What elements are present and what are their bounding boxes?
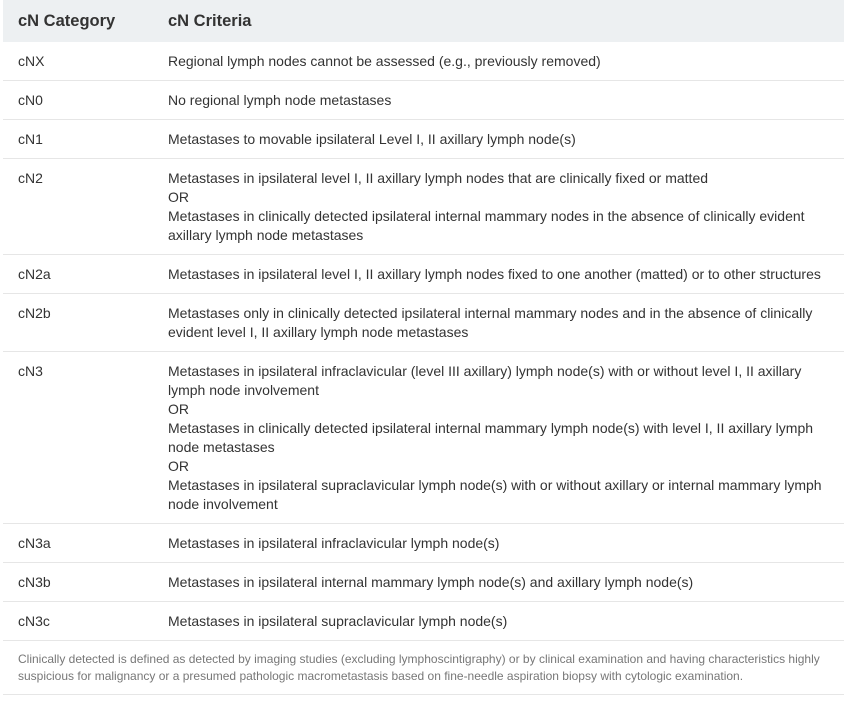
cn-category-cell: cNX (3, 42, 153, 81)
table-row (3, 120, 844, 159)
cn-criteria-cell (153, 352, 844, 524)
criteria-line: Metastases in ipsilateral supraclavicular lymph node(s) (168, 613, 508, 629)
cn-criteria-cell (153, 602, 844, 641)
cn-category-cell: cN3c (3, 602, 153, 641)
cn-criteria-cell (153, 524, 844, 563)
cn-criteria-cell (153, 255, 844, 294)
table-row (3, 294, 844, 352)
header-row (3, 0, 844, 42)
criteria-line: Metastases in ipsilateral infraclavicular (level III axillary) lymph node(s) with or without level I, II axillary lymph node involvement (168, 363, 802, 398)
cn-criteria-cell (153, 81, 844, 120)
table-row (3, 255, 844, 294)
table-row (3, 159, 844, 255)
table-row (3, 563, 844, 602)
criteria-line: Metastases only in clinically detected ipsilateral internal mammary nodes and in the absence of clinically evident level I, II axillary lymph node metastases (168, 305, 813, 340)
table-row (3, 42, 844, 81)
criteria-line: Metastases in ipsilateral internal mammary lymph node(s) and axillary lymph node(s) (168, 574, 694, 590)
cn-criteria-cell (153, 120, 844, 159)
table-row (3, 602, 844, 641)
criteria-line: Metastases in ipsilateral level I, II axillary lymph nodes that are clinically fixed or matted (168, 170, 709, 186)
table-body (3, 42, 844, 695)
table-row (3, 352, 844, 524)
cn-classification-table-container (3, 0, 844, 695)
criteria-line: Metastases in clinically detected ipsilateral internal mammary nodes in the absence of clinically evident axillary lymph node metastases (168, 208, 805, 243)
criteria-line: OR (168, 458, 189, 474)
cn-category-cell: cN2b (3, 294, 153, 352)
cn-criteria-cell (153, 563, 844, 602)
cn-criteria-cell (153, 294, 844, 352)
table-row (3, 81, 844, 120)
criteria-line: No regional lymph node metastases (168, 92, 392, 108)
cn-classification-table (3, 0, 844, 695)
table-header (3, 0, 844, 42)
cn-criteria-cell (153, 42, 844, 81)
criteria-line: Metastases in ipsilateral supraclavicular lymph node(s) with or without axillary or internal mammary lymph node involvement (168, 477, 822, 512)
cn-category-cell: cN0 (3, 81, 153, 120)
criteria-line: Regional lymph nodes cannot be assessed (e.g., previously removed) (168, 53, 601, 69)
cn-category-cell: cN3a (3, 524, 153, 563)
cn-category-cell: cN2a (3, 255, 153, 294)
table-row (3, 524, 844, 563)
footnote-text: Clinically detected is defined as detected by imaging studies (excluding lymphoscintigraphy) or by clinical examination and having characteristics highly suspicious for malignancy or a presumed pathologic macrometastasis based on fine-needle aspiration biopsy with cytologic examination. (3, 641, 844, 695)
cn-category-cell: cN2 (3, 159, 153, 255)
criteria-line: OR (168, 189, 189, 205)
cn-criteria-cell (153, 159, 844, 255)
criteria-line: Metastases to movable ipsilateral Level I, II axillary lymph node(s) (168, 131, 576, 147)
criteria-line: Metastases in clinically detected ipsilateral internal mammary lymph node(s) with level I, II axillary lymph node metastases (168, 420, 814, 455)
cn-category-cell: cN3 (3, 352, 153, 524)
footnote-row (3, 641, 844, 695)
cn-category-cell: cN3b (3, 563, 153, 602)
criteria-line: Metastases in ipsilateral infraclavicular lymph node(s) (168, 535, 500, 551)
cn-category-cell: cN1 (3, 120, 153, 159)
header-cn-criteria: cN Criteria (153, 0, 844, 42)
criteria-line: OR (168, 401, 189, 417)
header-cn-category: cN Category (3, 0, 153, 42)
criteria-line: Metastases in ipsilateral level I, II axillary lymph nodes fixed to one another (matted) or to other structures (168, 266, 821, 282)
